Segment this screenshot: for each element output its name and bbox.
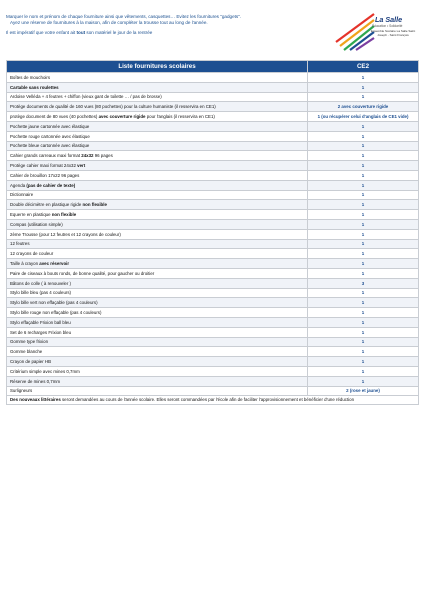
intro-line-1: Marquer le nom et prénom de chaque fourniture ainsi que vêtements, casquettes… Evitez les fournitures "gadgets". (6, 14, 242, 19)
supply-item (7, 259, 308, 269)
supply-item-text: Double décimètre en plastique rigide (10, 202, 83, 208)
supply-quantity: 2 avec couverture rigide (308, 102, 419, 112)
table-header-row (7, 61, 419, 73)
supply-item-text: Stylo bille bleu (pas 4 couleurs) (10, 290, 72, 296)
column-header-item: Liste fournitures scolaires (7, 61, 308, 73)
supply-item-text: Protège cahier maxi format 24x32 (10, 163, 78, 169)
supply-quantity: 1 (308, 298, 419, 308)
supply-item-text: Stylo effaçable Frixion ball bleu (10, 319, 71, 325)
supply-item (7, 161, 308, 171)
supply-quantity: 1 (308, 219, 419, 229)
supply-item (7, 337, 308, 347)
supply-quantity: 1 (308, 357, 419, 367)
table-row (7, 386, 419, 396)
supply-quantity: 1 (308, 317, 419, 327)
supply-item-text: 2ème Trousse (pour 12 feutres et 12 crayons de couleur) (10, 231, 121, 237)
supply-item-text: Paire de ciseaux à bouts ronds, de bonne qualité, pour gaucher ou droitier (10, 270, 155, 276)
table-row (7, 180, 419, 190)
supply-quantity: 1 (308, 347, 419, 357)
table-row (7, 131, 419, 141)
table-row (7, 357, 419, 367)
supply-item-text: Cahier grands carreaux maxi format (10, 153, 82, 159)
supply-item-text: Protège documents de qualité de 160 vues (80 pochettes) pour la culture humaniste (il resservira en CE1) (10, 104, 216, 110)
supply-item-text: (pas de cahier de texte) (26, 182, 76, 188)
supply-quantity: 2 (rose et jaune) (308, 386, 419, 396)
logo-title: La Salle (375, 15, 403, 24)
supply-quantity: 1 (308, 337, 419, 347)
supply-item-text: Cartable sans roulettes (10, 84, 59, 90)
supply-item-text: non flexible (51, 212, 77, 218)
supply-item-text: Gomme blanche (10, 349, 43, 355)
supply-item-text: Stylo bille rouge non effaçable (pas 4 couleurs) (10, 310, 102, 316)
supply-quantity: 1 (308, 82, 419, 92)
table-row (7, 102, 419, 112)
intro-line-3-start: Il est impératif que votre enfant ait (6, 29, 77, 35)
supply-item (7, 141, 308, 151)
supply-table (6, 60, 419, 405)
table-row (7, 112, 419, 122)
table-row (7, 170, 419, 180)
supply-item-text: Critérium simple avec mines 0,7mm (10, 368, 80, 374)
table-row (7, 161, 419, 171)
supply-item (7, 249, 308, 259)
supply-item-text: Set de 6 recharges Frixion bleu (10, 329, 72, 335)
supply-quantity: 1 (308, 249, 419, 259)
supply-quantity: 1 (308, 229, 419, 239)
supply-quantity: 1 (308, 161, 419, 171)
supply-item (7, 112, 308, 122)
supply-item-text: 12 feutres (10, 241, 30, 247)
supply-item (7, 200, 308, 210)
supply-item (7, 376, 308, 386)
supply-item-text: avec réservoir (39, 261, 70, 267)
table-row (7, 298, 419, 308)
supply-item (7, 278, 308, 288)
supply-item-text: Crayon de papier HB (10, 359, 52, 364)
supply-quantity: 1 (308, 210, 419, 220)
table-row (7, 327, 419, 337)
table-row (7, 141, 419, 151)
intro-line-3 (6, 30, 324, 36)
supply-item (7, 357, 308, 367)
supply-item (7, 229, 308, 239)
supply-item-text: Cahier de brouillon 17x22 96 pages (10, 172, 80, 178)
supply-quantity: 1 (308, 141, 419, 151)
supply-item (7, 190, 308, 200)
supply-quantity: 1 (308, 92, 419, 102)
supply-item-text: Boîtes de mouchoirs (10, 74, 51, 80)
supply-item (7, 308, 308, 318)
supply-item-text: Surligneurs (10, 388, 33, 394)
table-row (7, 268, 419, 278)
supply-item-text: Taille à crayon (10, 261, 40, 267)
supply-item (7, 327, 308, 337)
table-row (7, 151, 419, 161)
supply-item (7, 288, 308, 298)
table-row (7, 366, 419, 376)
supply-item-text: pour l'anglais (il resservira en CE1) (145, 114, 215, 120)
table-row (7, 190, 419, 200)
supply-item (7, 219, 308, 229)
supply-quantity: 1 (308, 170, 419, 180)
table-row (7, 200, 419, 210)
supply-item (7, 92, 308, 102)
supply-item (7, 151, 308, 161)
supply-item-text: protège document de 80 vues (40 pochettes) (10, 114, 99, 120)
supply-item-text: vert (77, 163, 86, 169)
table-row (7, 376, 419, 386)
supply-item-text: Equerre en plastique (10, 212, 52, 218)
supply-item-text: Réserve de mines 0,7mm (10, 378, 61, 384)
logo-tagline: Éducation • Solidarité (372, 24, 403, 28)
supply-item (7, 298, 308, 308)
supply-item (7, 73, 308, 83)
supply-item (7, 347, 308, 357)
school-logo (332, 12, 418, 52)
table-row (7, 259, 419, 269)
table-row (7, 337, 419, 347)
supply-quantity: 1 (308, 308, 419, 318)
supply-item-text: Bâtons de colle ( à renouveler ) (10, 280, 72, 286)
supply-quantity: 1 (308, 190, 419, 200)
supply-item-text: Ardoise Velléda + 4 feutres + chiffon (vieux gant de toilette … / pas de brosse) (10, 94, 162, 100)
supply-item-text: Agenda (10, 182, 27, 188)
table-row (7, 249, 419, 259)
supply-quantity: 1 (308, 327, 419, 337)
supply-item-text: Dictionnaire (10, 192, 34, 198)
supply-quantity: 1 (308, 259, 419, 269)
supply-item (7, 180, 308, 190)
table-row (7, 229, 419, 239)
supply-item-text: Pochette rouge cartonnée avec élastique (10, 133, 90, 139)
table-row (7, 347, 419, 357)
table-row (7, 210, 419, 220)
supply-item (7, 317, 308, 327)
table-row (7, 82, 419, 92)
supply-item (7, 268, 308, 278)
supply-item (7, 239, 308, 249)
supply-quantity: 1 (308, 73, 419, 83)
supply-quantity: 1 (308, 376, 419, 386)
supply-item-text: Compas (utilisation simple) (10, 221, 63, 227)
footer-note (7, 396, 419, 405)
table-row (7, 92, 419, 102)
supply-quantity: 1 (308, 288, 419, 298)
supply-item (7, 121, 308, 131)
supply-item (7, 82, 308, 92)
table-body (7, 73, 419, 396)
supply-item-text: 96 pages (93, 153, 113, 159)
supply-item-text: Stylo bille vert non effaçable (pas 4 couleurs) (10, 300, 98, 306)
supply-quantity: 1 (308, 200, 419, 210)
supply-quantity: 1 (308, 180, 419, 190)
footer-note-text: seront demandées au cours de l'année scolaire. Elles seront commandées par l'école afin de faciliter l'approvisionnement et bénéficier d'une réduction (60, 397, 355, 403)
supply-quantity: 1 (308, 151, 419, 161)
footer-note-row (7, 396, 419, 405)
supply-item (7, 170, 308, 180)
supply-quantity: 1 (308, 121, 419, 131)
supply-item-text: Pochette jaune cartonnée avec élastique (10, 123, 90, 129)
supply-item-text: Pochette bleue cartonnée avec élastique (10, 143, 90, 149)
table-row (7, 317, 419, 327)
supply-quantity: 1 (ou récupérer celui d'anglais de CE1 vide) (308, 112, 419, 122)
logo-subtitle: Ensemble Scolaire La Salle Saint Joseph - Saint François (370, 29, 416, 37)
supply-quantity: 1 (308, 268, 419, 278)
supply-quantity: 1 (308, 239, 419, 249)
column-header-class: CE2 (308, 61, 419, 73)
supply-item-text: 24x32 (81, 153, 94, 159)
supply-item-text: Gomme type frixion (10, 339, 49, 345)
table-row (7, 121, 419, 131)
supply-item-text: non flexible (82, 202, 107, 208)
table-row (7, 73, 419, 83)
supply-item (7, 210, 308, 220)
supply-item-text: avec couverture rigide (98, 114, 146, 120)
intro-notes (6, 14, 324, 36)
supply-item (7, 366, 308, 376)
supply-quantity: 3 (308, 278, 419, 288)
table-row (7, 219, 419, 229)
table-row (7, 278, 419, 288)
supply-quantity: 1 (308, 131, 419, 141)
supply-quantity: 1 (308, 366, 419, 376)
table-row (7, 308, 419, 318)
supply-item (7, 102, 308, 112)
supply-item (7, 131, 308, 141)
table-row (7, 288, 419, 298)
supply-item-text: 12 crayons de couleur (10, 251, 54, 257)
supply-item (7, 386, 308, 396)
footer-note-emphasis: Des nouveaux littéraires (10, 397, 61, 403)
intro-line-3-emphasis: tout (76, 29, 86, 35)
table-row (7, 239, 419, 249)
intro-line-3-end: son matériel le jour de la rentrée (85, 29, 153, 35)
intro-line-2: Ayez une réserve de fournitures à la maison, afin de compléter la trousse tout au long de l'année. (10, 20, 208, 26)
